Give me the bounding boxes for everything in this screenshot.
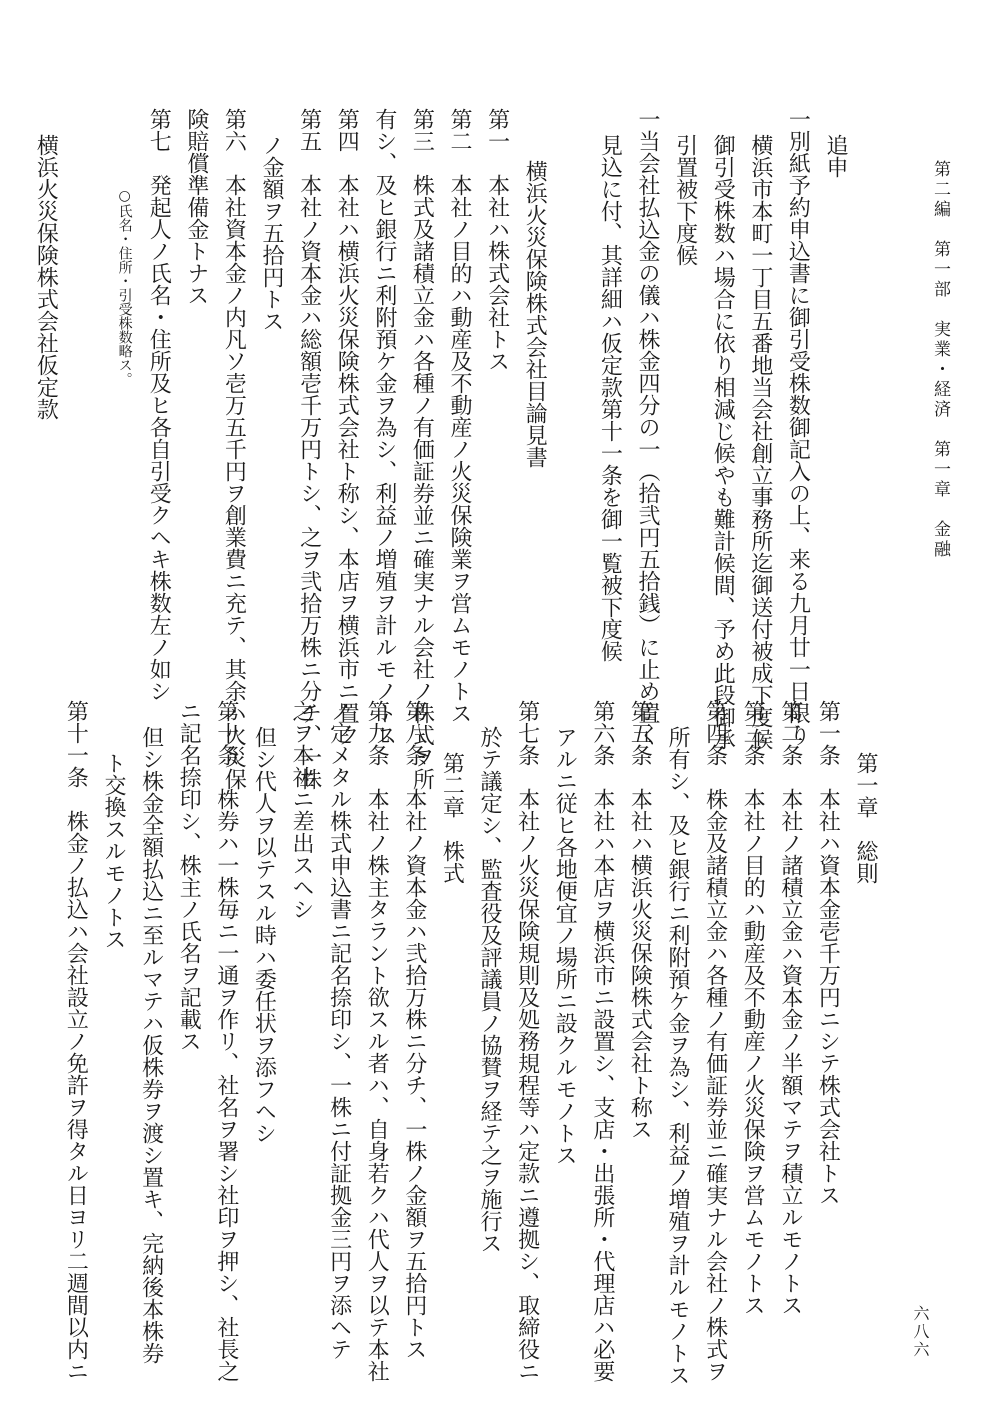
upper-line: 第六 本社資本金ノ内凡ソ壱万五千円ヲ創業費ニ充テ、其余ハ火災保	[221, 108, 247, 790]
upper-line: 第二 本社ノ目的ハ動産及不動産ノ火災保険業ヲ営ムモノトス	[447, 108, 472, 724]
lower-line: ト交換スルモノトス	[101, 752, 126, 950]
upper-line: ○氏名・住所・引受株数略ス。	[116, 188, 133, 386]
lower-line: 第八条 本社ノ資本金ハ弐拾万株ニ分チ、一株ノ金額ヲ五拾円トス	[401, 700, 427, 1360]
lower-line: ニ記名捺印シ、株主ノ氏名ヲ記載ス	[176, 700, 202, 1052]
upper-line: ノ金額ヲ五拾円トス	[259, 134, 284, 332]
upper-line: 第五 本社ノ資本金ハ総額壱千万円トシ、之ヲ弐拾万株ニ分チ、一株	[296, 108, 322, 790]
lower-line: 第二条 本社ノ諸積立金ハ資本金ノ半額マテヲ積立ルモノトス	[777, 700, 803, 1316]
upper-line: 御引受株数ハ場合に依り相減じ候やも難計候間、予め此段御承	[710, 134, 736, 750]
lower-line: アルニ従ヒ各地便宜ノ場所ニ設クルモノトス	[552, 726, 578, 1166]
lower-line: 第七条 本社ノ火災保険規則及処務規程等ハ定款ニ遵拠シ、取締役ニ	[514, 700, 540, 1382]
lower-line: 第十条 株券ハ一株毎ニ一通ヲ作リ、社名ヲ署シ社印ヲ押シ、社長之	[213, 700, 239, 1382]
page-number: 六八六	[911, 1305, 930, 1359]
upper-line: 第七 発起人ノ氏名・住所及ヒ各自引受クヘキ株数左ノ如シ	[146, 108, 172, 702]
lower-line: 第三条 本社ノ目的ハ動産及不動産ノ火災保険ヲ営ムモノトス	[740, 700, 766, 1316]
upper-line: 横浜火災保険株式会社仮定款	[33, 134, 59, 420]
lower-line: 第四条 株金及諸積立金ハ各種ノ有価証券並ニ確実ナル会社ノ株式ヲ	[702, 700, 728, 1382]
lower-line: 第五条 本社ハ横浜火災保険株式会社ト称ス	[627, 700, 653, 1140]
lower-line: 之ヲ本社ニ差出スヘシ	[289, 700, 314, 920]
lower-line: 第二章 株式	[439, 752, 465, 884]
upper-line: 険賠償準備金トナス	[183, 108, 209, 306]
lower-line: 第十一条 株金ノ払込ハ会社設立ノ免許ヲ得タル日ヨリ二週間以内ニ	[63, 700, 89, 1382]
lower-line: 但シ代人ヲ以テスル時ハ委任状ヲ添フヘシ	[251, 726, 277, 1144]
upper-line: 横浜市本町一丁目五番地当会社創立事務所迄御送付被成下度候	[747, 134, 773, 750]
lower-line: ノ定メタル株式申込書ニ記名捺印シ、一株ニ付証拠金三円ヲ添ヘテ	[326, 700, 352, 1360]
upper-line: 第三 株式及諸積立金ハ各種ノ有価証券並ニ確実ナル会社ノ株式ヲ所	[409, 108, 435, 790]
lower-line: 所有シ、及ヒ銀行ニ利附預ケ金ヲ為シ、利益ノ増殖ヲ計ルモノトス	[665, 726, 690, 1386]
lower-line: 第六条 本社ハ本店ヲ横浜市ニ設置シ、支店・出張所・代理店ハ必要	[589, 700, 615, 1382]
lower-line: 於テ議定シ、監査役及評議員ノ協賛ヲ経テ之ヲ施行ス	[477, 726, 502, 1254]
upper-line: 一当会社払込金の儀ハ株金四分の一（拾弐円五拾銭）に止め置く	[635, 108, 660, 746]
upper-line: 引置被下度候	[672, 134, 698, 266]
upper-line: 見込に付、其詳細ハ仮定款第十一条を御一覧被下度候	[597, 134, 623, 662]
upper-line: 第一 本社ハ株式会社トス	[484, 108, 510, 372]
lower-line: 第一章 総則	[853, 752, 878, 884]
lower-line: 第一条 本社ハ資本金壱千万円ニシテ株式会社トス	[815, 700, 841, 1206]
running-title: 第二編 第一部 実業・経済 第一章 金融	[930, 160, 950, 560]
upper-line: 一別紙予約申込書に御引受株数御記入の上、来る九月廿一日限り	[785, 108, 811, 746]
upper-line: 追申	[823, 134, 848, 178]
lower-line: 但シ株金全額払込ニ至ルマテハ仮株券ヲ渡シ置キ、完納後本株券	[138, 726, 164, 1364]
upper-line: 第四 本社ハ横浜火災保険株式会社ト称シ、本店ヲ横浜市ニ置ク	[334, 108, 360, 746]
lower-line: 第九条 本社ノ株主タラント欲スル者ハ、自身若クハ代人ヲ以テ本社	[364, 700, 390, 1382]
upper-line: 横浜火災保険株式会社目論見書	[522, 160, 548, 468]
upper-line: 有シ、及ヒ銀行ニ利附預ケ金ヲ為シ、利益ノ増殖ヲ計ルモノトス	[371, 108, 397, 746]
